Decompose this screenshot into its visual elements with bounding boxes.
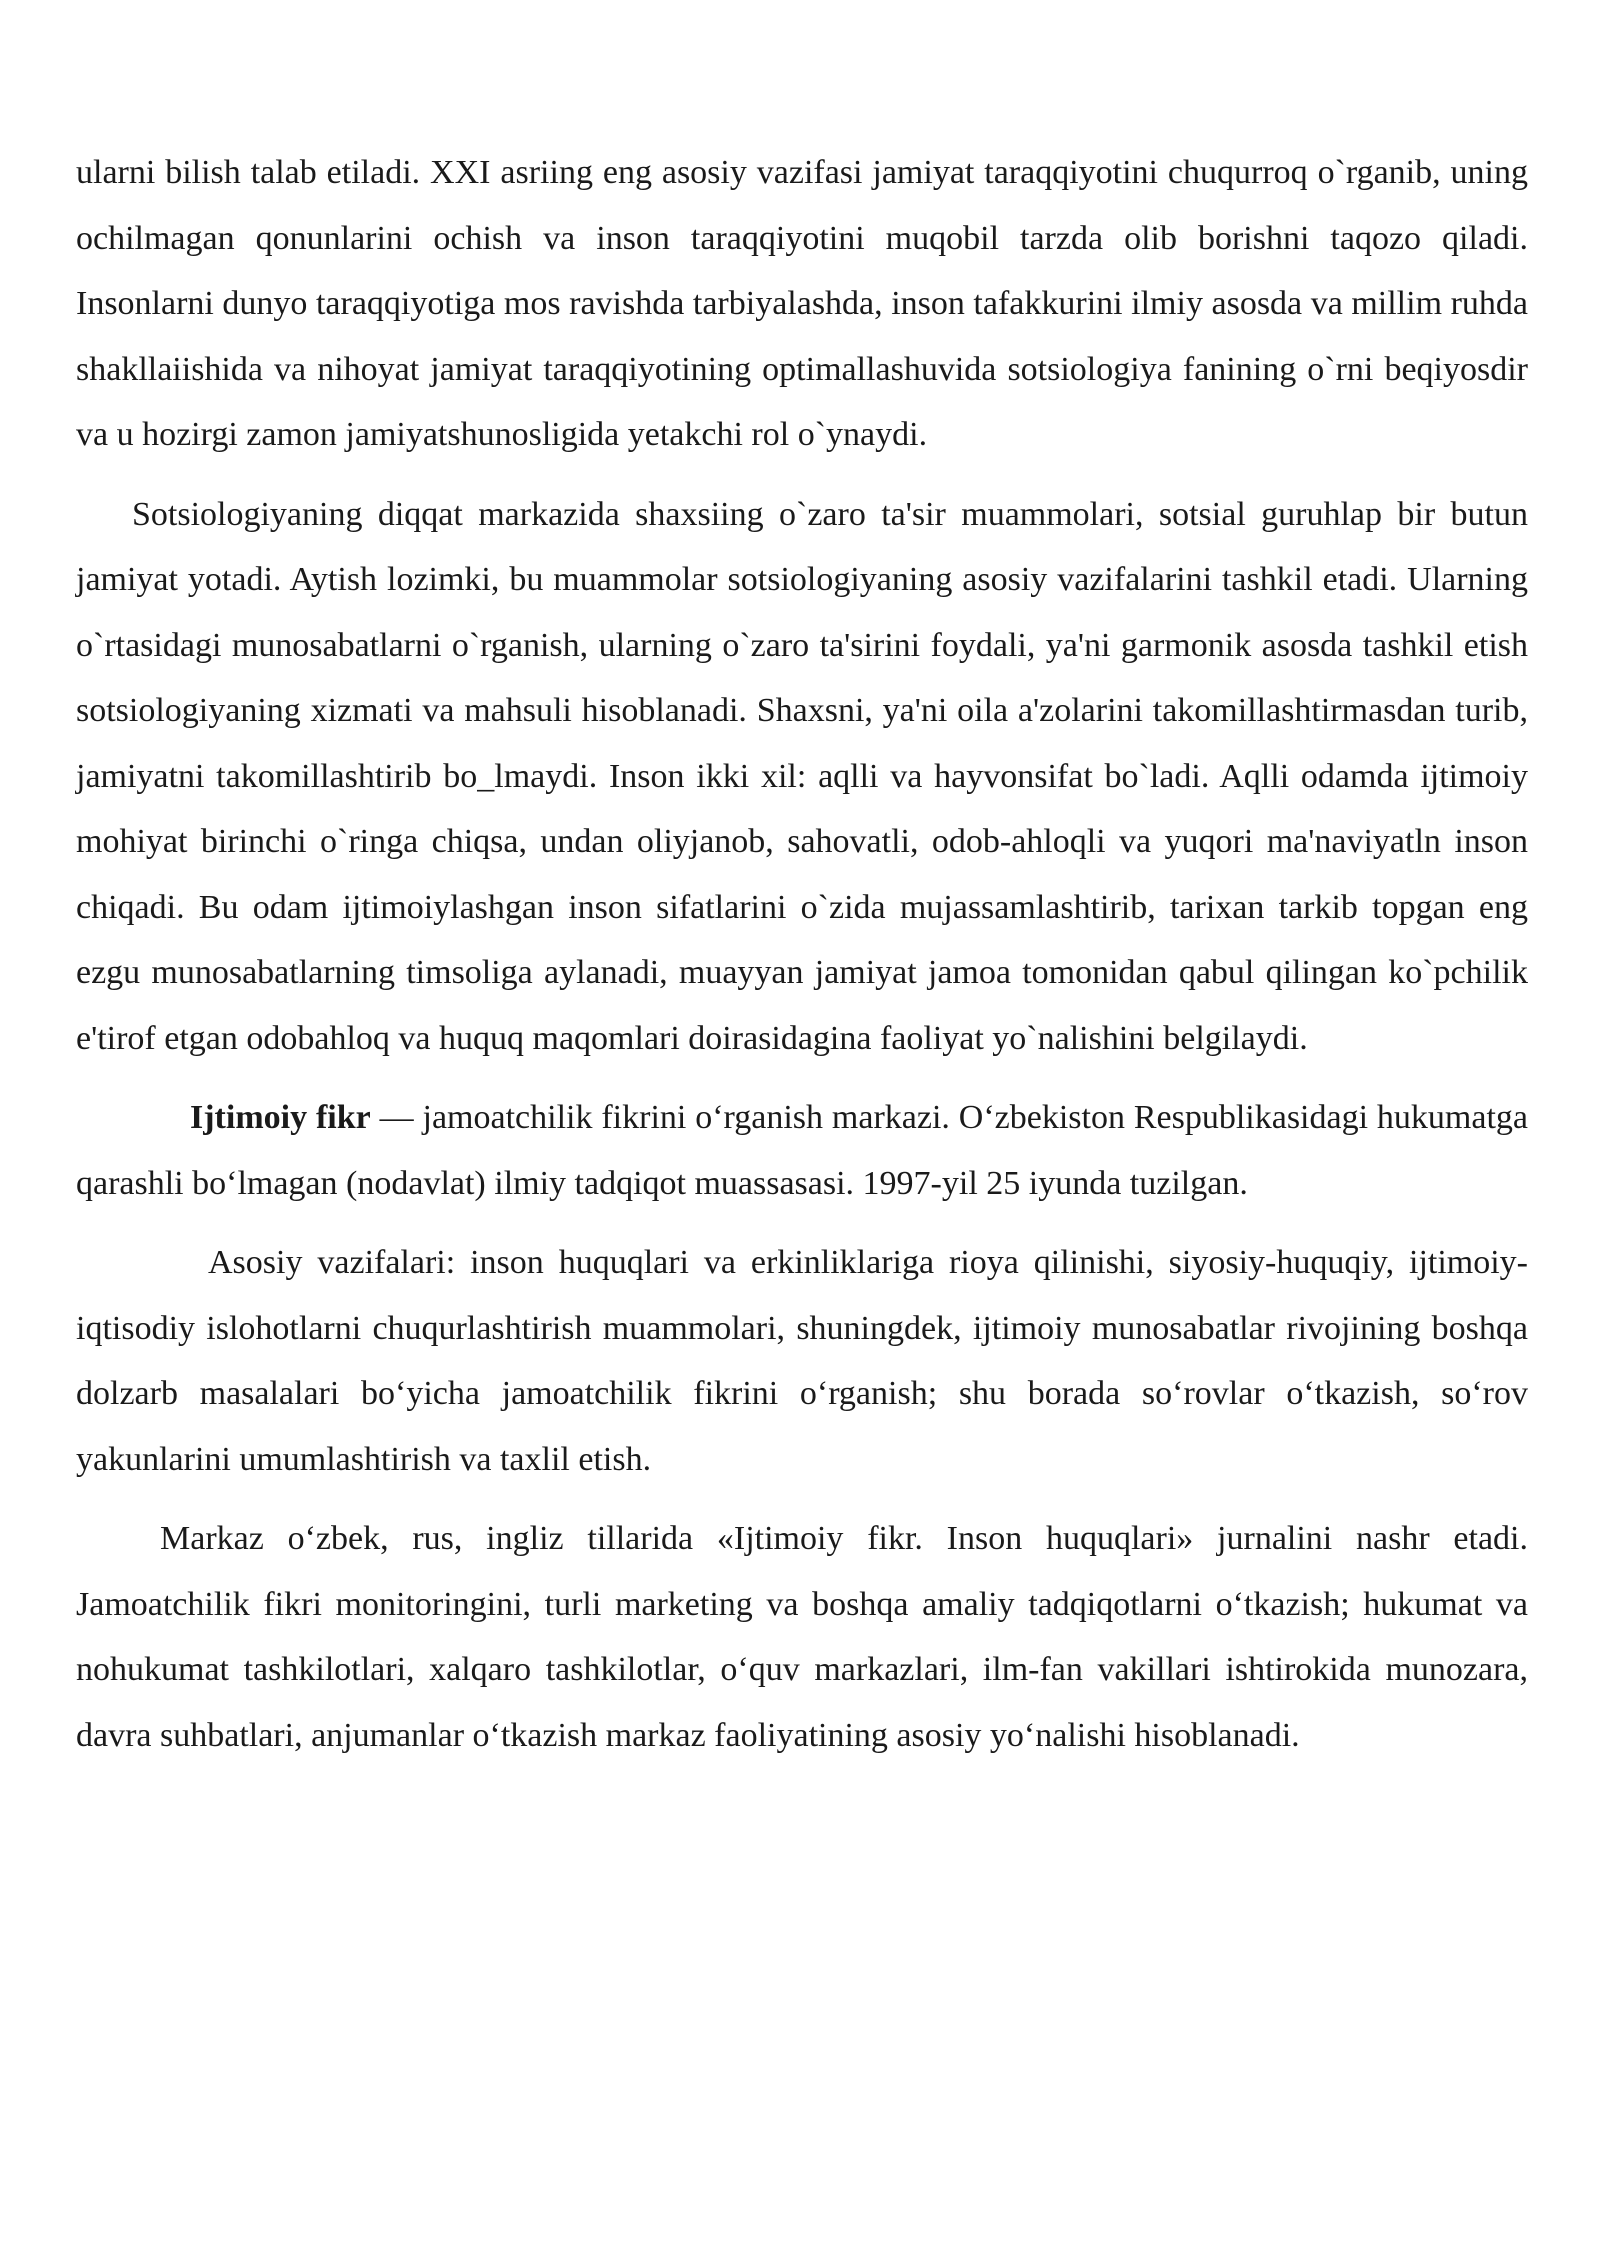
paragraph-term: Ijtimoiy fikr <box>190 1099 371 1136</box>
paragraph-text: Asosiy vazifalari: inson huquqlari va erkinliklariga rioya qilinishi, siyosiy-huquqiy, ijtimoiy-iqtisodiy islohotlarni chuqurlashtirish muammolari, shuningdek, ijtimoiy munosabatlar rivojining boshqa dolzarb masalalari boʻyicha jamoatchilik fikrini oʻrganish; shu borada soʻrovlar oʻtkazish, soʻrov yakunlarini umumlashtirish va taxlil etish. <box>76 1244 1528 1478</box>
paragraph-text: ularni bilish talab etiladi. XXI asriing eng asosiy vazifasi jamiyat taraqqiyotini chuqurroq o`rganib, uning ochilmagan qonunlarini ochish va inson taraqqiyotini muqobil tarzda olib borishni taqozo qiladi. Insonlarni dunyo taraqqiyotiga mos ravishda tarbiyalashda, inson tafakkurini ilmiy asosda va millim ruhda shakllaiishida va nihoyat jamiyat taraqqiyotining optimallashuvida sotsiologiya fanining o`rni beqiyosdir va u hozirgi zamon jamiyatshunosligida yetakchi rol o`ynaydi. <box>76 154 1528 453</box>
paragraph-ijtimoiy-fikr <box>76 1085 1528 1216</box>
paragraph-sociology-tasks <box>76 140 1528 468</box>
paragraph-sociology-focus <box>76 482 1528 1072</box>
document-page <box>76 140 1528 1782</box>
paragraph-text: Sotsiologiyaning diqqat markazida shaxsiing o`zaro ta'sir muammolari, sotsial guruhlap bir butun jamiyat yotadi. Aytish lozimki, bu muammolar sotsiologiyaning asosiy vazifalarini tashkil etadi. Ularning o`rtasidagi munosabatlarni o`rganish, ularning o`zaro ta'sirini foydali, ya'ni garmonik asosda tashkil etish sotsiologiyaning xizmati va mahsuli hisoblanadi. Shaxsni, ya'ni oila a'zolarini takomillashtirmasdan turib, jamiyatni takomillashtirib bo_lmaydi. Inson ikki xil: aqlli va hayvonsifat bo`ladi. Aqlli odamda ijtimoiy mohiyat birinchi o`ringa chiqsa, undan oliyjanob, sahovatli, odob-ahloqli va yuqori ma'naviyatln inson chiqadi. Bu odam ijtimoiylashgan inson sifatlarini o`zida mujassamlashtirib, tarixan tarkib topgan eng ezgu munosabatlarning timsoliga aylanadi, muayyan jamiyat jamoa tomonidan qabul qilingan ko`pchilik e'tirof etgan odobahloq va huquq maqomlari doirasidagina faoliyat yo`nalishini belgilaydi. <box>76 495 1528 1057</box>
paragraph-center-activity <box>76 1506 1528 1768</box>
paragraph-text: — jamoatchilik fikrini oʻrganish markazi. Oʻzbekiston Respublikasidagi hukumatga qarashli boʻlmagan (nodavlat) ilmiy tadqiqot muassasasi. 1997-yil 25 iyunda tuzilgan. <box>76 1099 1528 1202</box>
paragraph-main-tasks <box>76 1230 1528 1492</box>
paragraph-text: Markaz oʻzbek, rus, ingliz tillarida «Ijtimoiy fikr. Inson huquqlari» jurnalini nashr etadi. Jamoatchilik fikri monitoringini, turli marketing va boshqa amaliy tadqiqotlarni oʻtkazish; hukumat va nohukumat tashkilotlari, xalqaro tashkilotlar, oʻquv markazlari, ilm-fan vakillari ishtirokida munozara, davra suhbatlari, anjumanlar oʻtkazish markaz faoliyatining asosiy yoʻnalishi hisoblanadi. <box>76 1520 1528 1754</box>
